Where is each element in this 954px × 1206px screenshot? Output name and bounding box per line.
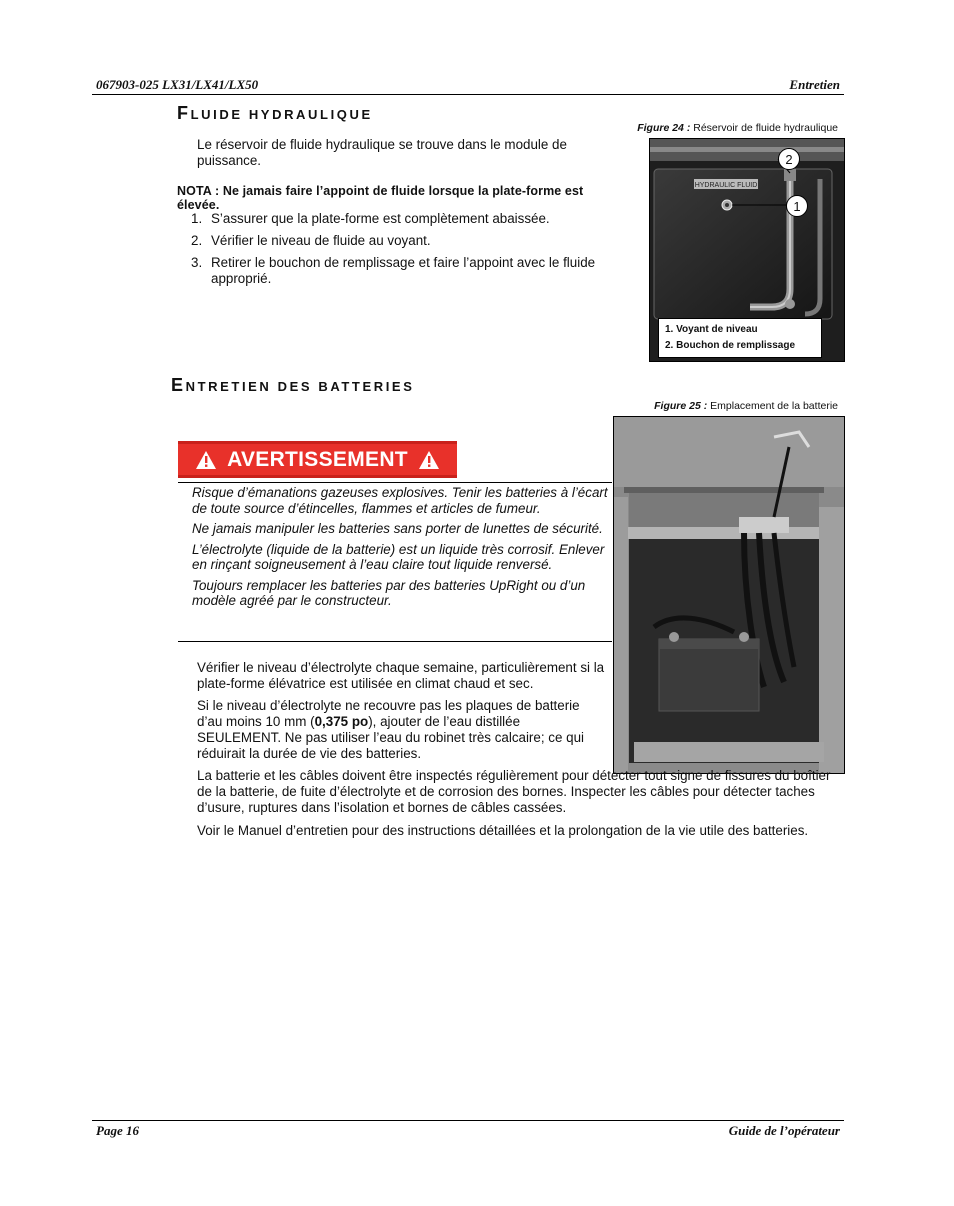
warning-item: Ne jamais manipuler les batteries sans porter de lunettes de sécurité. bbox=[192, 521, 603, 536]
battery-para-2: Si le niveau d’électrolyte ne recouvre pas les plaques de batterie d’au moins 10 mm (0,375 po), ajouter de l’eau distillée SEULEMENT. Ne pas utiliser l’eau du robinet très calcaire; ce qui réduirait la durée de vie des batteries. bbox=[197, 698, 585, 761]
callout-2: 2 bbox=[778, 148, 800, 170]
figure-24-hydraulic-reservoir bbox=[649, 138, 845, 362]
battery-para-3: La batterie et les câbles doivent être inspectés régulièrement pour détecter tout signe de fissures du boîtier de la batterie, de fuite d’électrolyte et de corrosion des bornes. Inspecter les câbles pour détecter taches d’usure, ruptures dans l’isolation et bornes de câbles cassées. bbox=[197, 768, 831, 815]
warning-bottom-rule bbox=[178, 641, 612, 642]
footer-guide-name: Guide de l’opérateur bbox=[728, 1123, 840, 1138]
warning-triangle-icon bbox=[418, 450, 440, 470]
legend-item-2: 2. Bouchon de remplissage bbox=[665, 340, 796, 351]
list-item: 2. Vérifier le niveau de fluide au voyant. bbox=[191, 233, 431, 248]
section-title-battery-maintenance: ENTRETIEN DES BATTERIES bbox=[171, 375, 415, 395]
figure-25-caption: Figure 25 : Emplacement de la batterie bbox=[654, 400, 838, 412]
battery-compartment-photo bbox=[614, 417, 844, 773]
header-doc-number: 067903-025 LX31/LX41/LX50 bbox=[96, 77, 259, 92]
nota-text: Ne jamais faire l’appoint de fluide lorsque la plate-forme est élevée. bbox=[177, 184, 584, 212]
figure-24-legend bbox=[658, 318, 822, 358]
warning-text-block bbox=[192, 485, 610, 614]
warning-item: L’électrolyte (liquide de la batterie) est un liquide très corrosif. Enlever en rinçant soigneusement à l’eau claire tout liquide renversé. bbox=[192, 541, 605, 572]
section-title-hydraulic-fluid: FLUIDE HYDRAULIQUE bbox=[177, 103, 373, 123]
figure-25-battery-location bbox=[613, 416, 845, 774]
legend-item-1: 1. Voyant de niveau bbox=[665, 324, 758, 335]
hydraulic-steps-list bbox=[191, 211, 616, 293]
nota-label: NOTA : bbox=[177, 184, 220, 198]
footer-page-number: Page 16 bbox=[96, 1123, 139, 1138]
warning-top-rule bbox=[178, 482, 612, 483]
header-section-name: Entretien bbox=[789, 77, 840, 92]
battery-para-4: Voir le Manuel d’entretien pour des instructions détaillées et la prolongation de la vie utile des batteries. bbox=[197, 823, 809, 838]
warning-item: Risque d’émanations gazeuses explosives. Tenir les batteries à l’écart de toute source d’étincelles, flammes et articles de fumeur. bbox=[192, 485, 608, 516]
battery-para-2-measure: 0,375 po bbox=[314, 714, 369, 729]
list-item: 3. Retirer le bouchon de remplissage et faire l’appoint avec le fluide approprié. bbox=[191, 255, 596, 286]
header-rule bbox=[92, 94, 844, 95]
reservoir-plate-label: HYDRAULIC FLUID bbox=[694, 182, 758, 189]
figure-24-caption: Figure 24 : Réservoir de fluide hydraulique bbox=[637, 122, 838, 134]
hydraulic-intro: Le réservoir de fluide hydraulique se trouve dans le module de puissance. bbox=[197, 137, 567, 168]
battery-para-1: Vérifier le niveau d’électrolyte chaque semaine, particulièrement si la plate-forme élévatrice est utilisée en climat chaud et sec. bbox=[197, 660, 605, 691]
warning-triangle-icon bbox=[195, 450, 217, 470]
warning-item: Toujours remplacer les batteries par des batteries UpRight ou d’un modèle agréé par le constructeur. bbox=[192, 577, 586, 608]
warning-label: AVERTISSEMENT bbox=[227, 447, 408, 471]
callout-1: 1 bbox=[786, 195, 808, 217]
warning-banner bbox=[178, 441, 457, 478]
list-item: 1. S’assurer que la plate-forme est complètement abaissée. bbox=[191, 211, 550, 226]
nota-note bbox=[177, 184, 617, 212]
footer-rule bbox=[92, 1120, 844, 1121]
